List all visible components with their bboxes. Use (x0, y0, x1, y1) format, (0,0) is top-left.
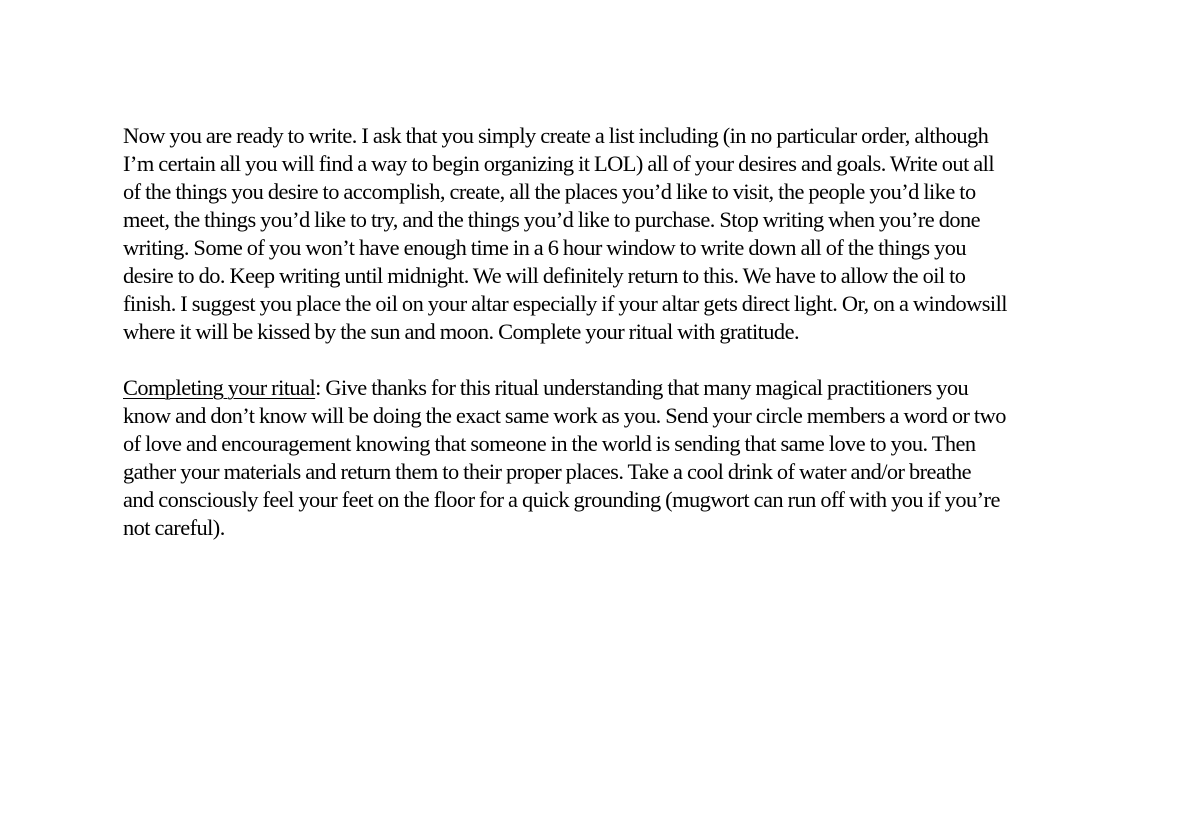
paragraph-line: of the things you desire to accomplish, create, all the places you’d like to visit, the people you’d like to (123, 179, 976, 204)
paragraph-line: and consciously feel your feet on the floor for a quick grounding (mugwort can run off with you if you’re (123, 487, 1000, 512)
paragraph-writing-instructions (123, 122, 1068, 346)
paragraph-line: Now you are ready to write. I ask that you simply create a list including (in no particular order, although (123, 123, 989, 148)
paragraph-line: I’m certain all you will find a way to begin organizing it LOL) all of your desires and goals. Write out all (123, 151, 995, 176)
paragraph-line: not careful). (123, 515, 225, 540)
paragraph-line: writing. Some of you won’t have enough time in a 6 hour window to write down all of the things you (123, 235, 967, 260)
section-heading: Completing your ritual (123, 375, 316, 400)
paragraph-line: finish. I suggest you place the oil on your altar especially if your altar gets direct light. Or, on a windowsill (123, 291, 1007, 316)
paragraph-line: of love and encouragement knowing that someone in the world is sending that same love to you. Then (123, 431, 976, 456)
paragraph-line: gather your materials and return them to their proper places. Take a cool drink of water and/or breathe (123, 459, 972, 484)
paragraph-line: know and don’t know will be doing the exact same work as you. Send your circle members a word or two (123, 403, 1006, 428)
paragraph-line: meet, the things you’d like to try, and the things you’d like to purchase. Stop writing when you’re done (123, 207, 981, 232)
paragraph-line: desire to do. Keep writing until midnight. We will definitely return to this. We have to allow the oil to (123, 263, 966, 288)
heading-continuation: : Give thanks for this ritual understanding that many magical practitioners you (315, 375, 969, 400)
document-body (123, 122, 1068, 542)
paragraph-completing-ritual (123, 374, 1068, 542)
paragraph-line (123, 374, 1068, 402)
paragraph-line: where it will be kissed by the sun and moon. Complete your ritual with gratitude. (123, 319, 800, 344)
